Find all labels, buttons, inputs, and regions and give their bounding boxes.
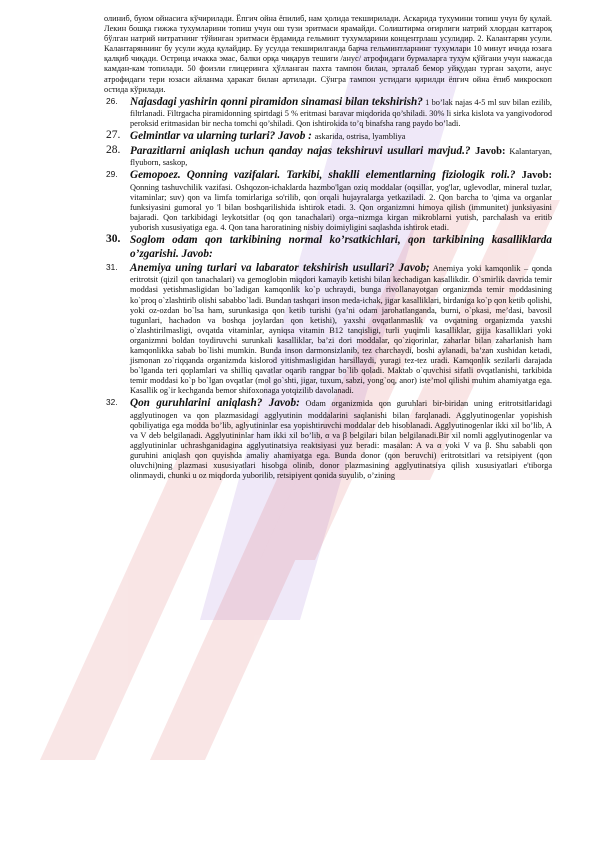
question-answer: askarida, ostrisa, lyambliya (314, 132, 406, 142)
question-title: Parazitlarni aniqlash uchun qanday najas tekshiruvi usullari mavjud.? (130, 144, 476, 157)
intro-paragraph: олиниб, буюм ойнасига кўчирилади. Ёпгич ойна ёпилиб, нам ҳолида текширилади. Аскарида тухумини топиш учун бу қулай. Лекин бошқа гижжа тухумларини топиш учун ош тузи эритмаси ярамайди. Солиштирма оғирлиги натрий хлордан каттароқ бўлган натрий нитратнинг тўйинган эритмаси ёрдамида гельминт тухумларини концентрлаш усулидир. 2. Калантарян усули. Калантаряннинг бу усули жуда қулайдир. Бу усулда текширилганда барча гельминтларнинг тухумлари 10 минут ичида юзага қалқиб чиқади. Острица ичакка эмас, балки орқа чиқарув тешиги /анус/ атрофидаги бурмаларга тухум қўйгани учун нажасда камдан-кам топилади. 50 фоизли глицеринга ҳўлланган пахта тампон билан, эрталаб бемор уйқудан турган заҳоти, анус атрофидаги тери юзаси айланма ҳаракат билан артилади. Сўнгра тампон устидаги қирилди ёпгич ойна ёпиб микроскоп остида кўрилади. (104, 14, 552, 94)
question-title: Najasdagi yashirin qonni piramidon sinamasi bilan tekshirish? (130, 95, 423, 108)
question-answer: Anemiya yoki kamqonlik – qonda eritrotsit (qizil qon tanachalari) va gemoglobin miqdori kamayib ketishi bilan kechadigan kasallikdir. O`smirlik davrida temir moddasi yetishmasligidan bo`ladigan kamqonlik ko`p uchraydi, bunga rivollanayotgan organizmda temir moddasining ko`proq o`zlashtirib olishi sababbo`ladi. Bundan tashqari inson meda-ichak, jigar kasalliklari, birdaniga ko`p qon ketib qolishi, yoki oz-ozdan bo`lsa ham, surunkasiga qon ketib turishi (ya’ni odam jarohatlanganda, burni, o`pkasi, me’dasi, bavosil tugunlari, hachadon va boshqa joylardan qon ketishi), yaxshi ovqatlanmaslik va ovqatning organizmda yaxshi o`zlashtirilmasligi, ovqatda vitaminlar, ayniqsa vitamin B12 tanqisligi, turli yuqimli kasalliklar, gijja kasalliklari yoki organizmni boldan toydiruvchi surunkali kasalliklar, ba’zi dori moddalar, qo`ziqorinlar, zaharlar bilan zaharlanish ham kamqonlikka sabab bo`lishi mumkin. Bunda inson darmonsizlanib, tez charchaydi, boshi aylanadi, ba’zan xushidan ketadi, jismonan zo`riqqanda organizmda kislorod yitishmasligidan harsillaydi, yuragi tez-tez uradi. Kamqonlik sezilarli darajada bo`lganda teri qoplamlari va shilliq qavatlar oqarib rangpar bo`lib qoladi. Maktab o`quvchisi sifatli ovqatlanishi, tarkibida temir moddasi ko`p bo`lgan ovqatlar (mol go`shti, jigar, tuxum, sabzi, yong`oq, anor) iste’mol qilishi muhim ahamiyatga ega. Kasallik og`ir kechganda bemor shifoxonaga yotqizilib davolanadi. (130, 263, 552, 396)
answer-lead: Javob: (475, 145, 506, 157)
watermark-glyph-stroke (150, 450, 345, 760)
question-number: 29. (106, 169, 118, 180)
question-31 (106, 261, 552, 397)
question-number: 28. (106, 143, 121, 156)
question-number: 27. (106, 129, 121, 142)
question-number: 26. (106, 95, 118, 106)
question-26 (106, 95, 552, 130)
question-27 (106, 129, 552, 143)
question-title: Gelmintlar va ularning turlari? Javob : (130, 130, 315, 143)
question-30 (106, 233, 552, 261)
question-32 (106, 397, 552, 481)
question-number: 31. (106, 261, 118, 272)
question-number: 32. (106, 397, 118, 408)
question-title: Soglom odam qon tarkibining normal ko’rsatkichlari, qon tarkibining kasalliklarda o’zgarishi. Javob: (130, 234, 552, 260)
question-title: Gemopoez. Qonning vazifalari. Tarkibi, shaklli elementlarning fiziologik roli.? (130, 169, 522, 182)
question-28 (106, 143, 552, 169)
question-answer: Odam organizmida qon guruhlari bir-biridan uning eritrotsitlaridagi agglyutinogen va qon plazmasidagi agglyutinin moddalarini saqlanishi bilan farqlanadi. Agglyutinogenlar yopishish qobiliyatiga ega modda bo’lib, aglyutininlar esa yopishtiruvchi moddalar deb hisoblanadi. Agglyutinogenlar ikki xil bo’lib, A va V deb belgilanadi. Agglyutininlar ham ikki xil bo’lib, α va β belgilari bilan belgilanadi.Bir xil nomli agglyutinogenlar va agglyutininlar uchrashganidagina agglyutinatsiya reaktsiyasi yuz beradi: masalan: A va α yoki V va β. Shu sababli qon guruhini aniqlash qon quyishda amaliy ahamiyatga ega. Bunda donor (qon beruvchi) eritrotsitlari va retsipiyent (qon oluvchi)ning plazmasi xususiyatlari hisobga olinib, donor plazmasining agglyutinatsiya qilish xususiyatlari e'tiborga olinmaydi, chunki u oz miqdorda yuborilib, retsipiyent qonida suyulib, o’zining (130, 399, 552, 481)
question-title: Qon guruhlarini aniqlash? Javob: (130, 397, 300, 410)
question-answer: 1 bo’lak najas 4-5 ml suv bilan ezilib, filtrlanadi. Filtrgacha piramidonning spirtdagi 5 % eritmasi baravar miqdorida qo’shiladi. 30% li sirka kislota va yangivodorod peroksid eritmasidan bir necha tomchi qo’shiladi. Qon ishtirokida to’q binafsha rang paydo bo’ladi. (130, 97, 552, 129)
document-text (104, 14, 552, 482)
question-number: 30. (106, 233, 121, 246)
question-answer: Kalantaryan, flyuborn, saskop, (130, 146, 552, 168)
question-29 (106, 169, 552, 233)
answer-lead: Javob: (521, 170, 552, 182)
question-title: Anemiya uning turlari va labarator tekshirish usullari? Javob; (130, 261, 430, 274)
question-answer: Qonning tashuvchilik vazifasi. Oshqozon-ichaklarda hazmbo'lgan oziq moddalar (oqsillar, yog'lar, uglevodlar, mineral tuzlar, vitaminlar; suv) qon va limfa tomirlariga so'rilib, qon orqali hujayralarga yetkaziladi. 2. Qon barcha to 'qima va organlar funksiyasini gumoral yo 'l bilan boshqarilishida ishtirok etadi. 3. Qon organizmni himoya qilish (immunitet) junksiyasini bajaradi. Qon tarkibidagi leykotsitlar (oq qon tanachalari) orga¬nizmga kirgan mikroblarni yutish, parchalash va eritib yuborish xususiyatiga ega. 4. Qon tana haroratining nisbiy doimiyligini saqlashda ishtirok etadi. (130, 182, 552, 233)
